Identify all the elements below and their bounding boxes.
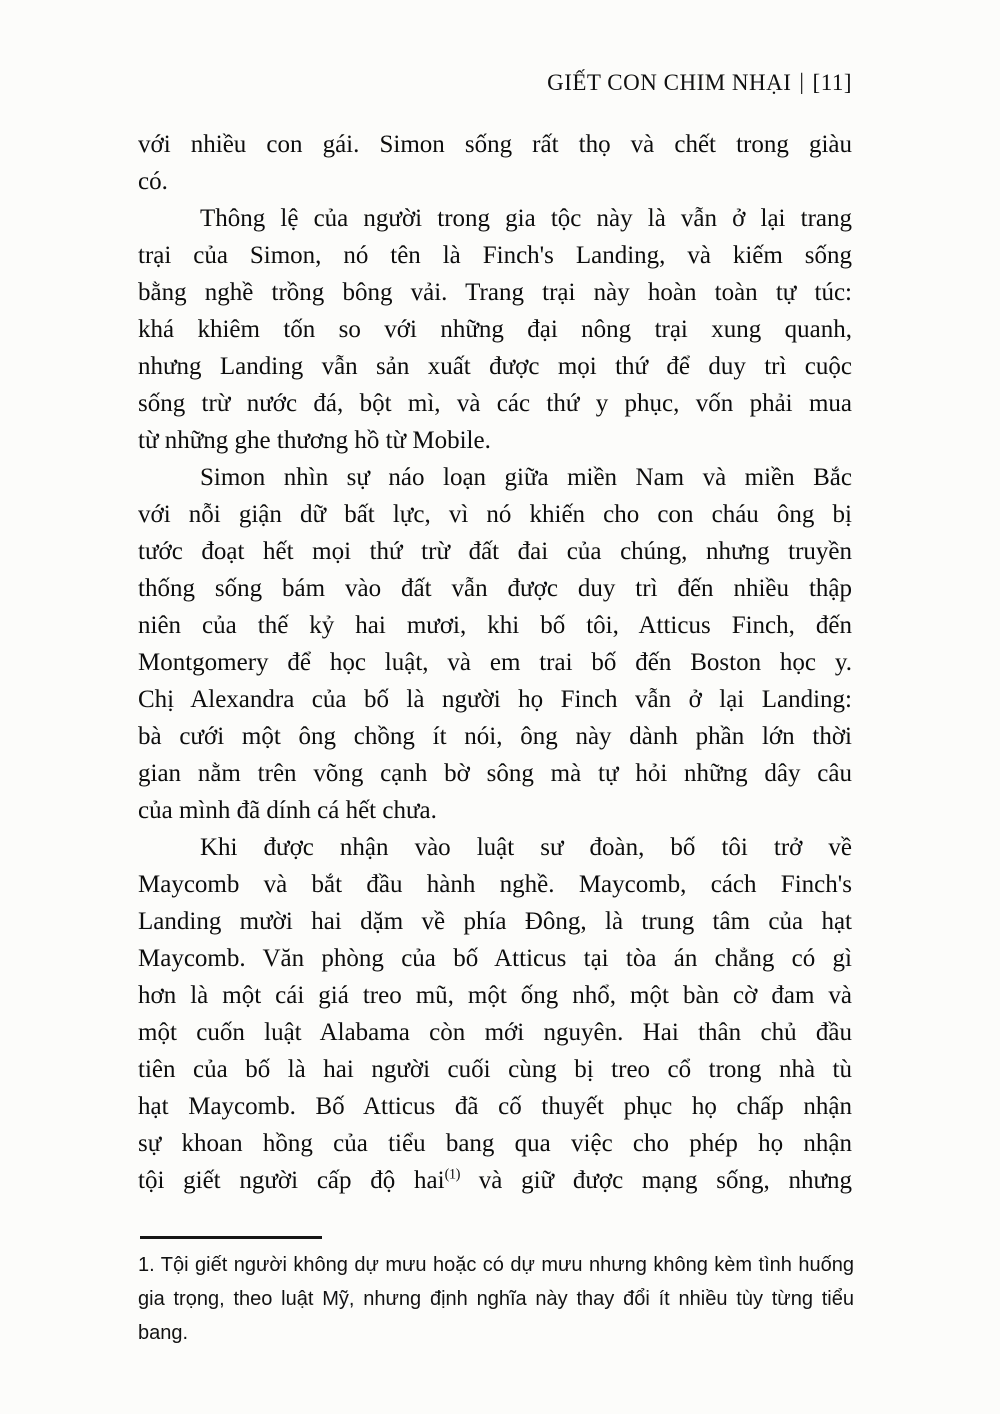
text-line: với nhiều con gái. Simon sống rất thọ và chết trong giàu — [138, 131, 852, 158]
text-line: Thông lệ của người trong gia tộc này là vẫn ở lại trang — [200, 205, 852, 232]
text-line: gian nằm trên võng cạnh bờ sông mà tự hỏi những dây câu — [138, 760, 852, 787]
text-line: bằng nghề trồng bông vải. Trang trại này hoàn toàn tự túc: — [138, 279, 852, 306]
text-line: Chị Alexandra của bố là người họ Finch vẫn ở lại Landing: — [138, 686, 852, 713]
text-line: tước đoạt hết mọi thứ trừ đất đai của chúng, nhưng truyền — [138, 538, 852, 565]
text-line: trại của Simon, nó tên là Finch's Landing, và kiếm sống — [138, 242, 852, 269]
text-line: Khi được nhận vào luật sư đoàn, bố tôi trở về — [200, 834, 852, 861]
text-line: Maycomb và bắt đầu hành nghề. Maycomb, cách Finch's — [138, 871, 852, 898]
text-line: của mình đã dính cá hết chưa. — [138, 797, 437, 824]
text-line: sống trừ nước đá, bột mì, và các thứ y phục, vốn phải mua — [138, 390, 852, 417]
text-line: tiên của bố là hai người cuối cùng bị treo cổ trong nhà tù — [138, 1056, 852, 1083]
footnote-marker: (1) — [444, 1166, 460, 1183]
text-line: Landing mười hai dặm về phía Đông, là trung tâm của hạt — [138, 908, 852, 935]
text-line: niên của thế kỷ hai mươi, khi bố tôi, Atticus Finch, đến — [138, 612, 852, 639]
text-line: bà cưới một ông chồng ít nói, ông này dành phần lớn thời — [138, 723, 852, 750]
text-line: khá khiêm tốn so với những đại nông trại xung quanh, — [138, 316, 852, 343]
text-line — [138, 1162, 852, 1199]
header-divider: | — [799, 69, 805, 94]
text-line: có. — [138, 168, 168, 195]
text-line: hạt Maycomb. Bố Atticus đã cố thuyết phục họ chấp nhận — [138, 1093, 852, 1120]
text-line: sự khoan hồng của tiểu bang qua việc cho phép họ nhận — [138, 1130, 852, 1157]
text-line: nhưng Landing vẫn sản xuất được mọi thứ để duy trì cuộc — [138, 353, 852, 380]
text-line: thống sống bám vào đất vẫn được duy trì đến nhiều thập — [138, 575, 852, 602]
footnote — [138, 1248, 854, 1350]
footnote-line: 1. Tội giết người không dự mưu hoặc có dự mưu nhưng không kèm tình huống — [138, 1254, 854, 1276]
text-line: từ những ghe thương hồ từ Mobile. — [138, 427, 491, 454]
running-head-title: GIẾT CON CHIM NHẠI — [547, 70, 792, 95]
text-line: với nỗi giận dữ bất lực, vì nó khiến cho con cháu ông bị — [138, 501, 852, 528]
text-fragment: và giữ được mạng sống, nhưng — [459, 1167, 852, 1194]
page-number: [11] — [812, 70, 852, 95]
body-text — [138, 126, 852, 1199]
footnote-rule — [140, 1236, 322, 1239]
footnote-line: gia trọng, theo luật Mỹ, nhưng định nghĩa này thay đổi ít nhiều tùy từng tiểu bang. — [138, 1288, 854, 1344]
text-line: hơn là một cái giá treo mũ, một ống nhổ, một bàn cờ đam và — [138, 982, 852, 1009]
text-fragment: tội giết người cấp độ hai — [138, 1167, 445, 1194]
text-line: một cuốn luật Alabama còn mới nguyên. Hai thân chủ đầu — [138, 1019, 852, 1046]
text-line: Montgomery để học luật, và em trai bố đến Boston học y. — [138, 649, 852, 676]
text-line: Maycomb. Văn phòng của bố Atticus tại tòa án chẳng có gì — [138, 945, 852, 972]
text-line: Simon nhìn sự náo loạn giữa miền Nam và miền Bắc — [200, 464, 852, 491]
running-header — [138, 70, 852, 96]
